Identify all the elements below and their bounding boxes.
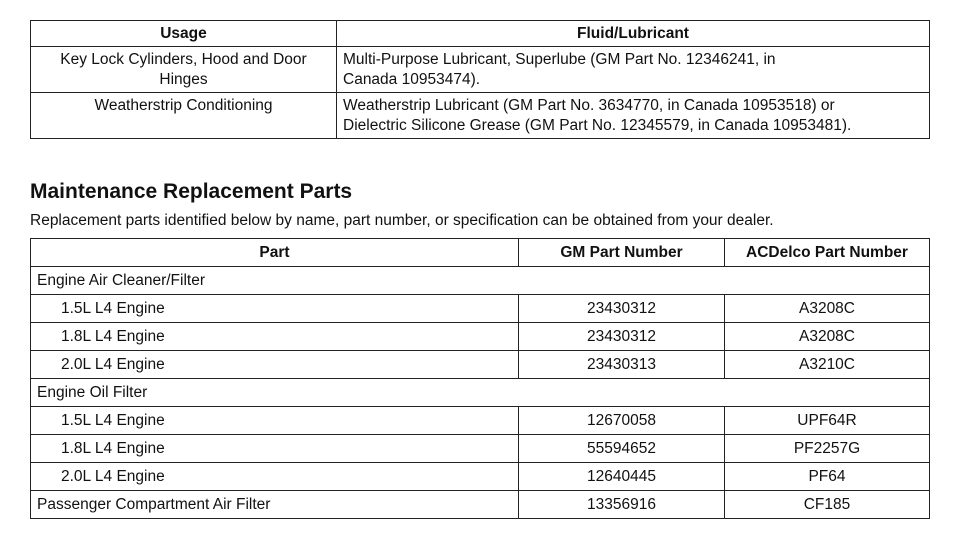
table-row [31,491,930,519]
part-name: 2.0L L4 Engine [31,463,519,491]
acdelco-part-number: A3208C [725,295,930,323]
table-row [31,47,930,93]
acdelco-part-number: UPF64R [725,407,930,435]
replacement-parts-table [30,238,930,519]
acdelco-part-number-column-header: ACDelco Part Number [725,239,930,267]
fluid-text-line: Dielectric Silicone Grease (GM Part No. 12345579, in Canada 10953481). [343,117,852,134]
group-name: Engine Oil Filter [31,379,930,407]
part-name: Passenger Compartment Air Filter [31,491,519,519]
usage-column-header: Usage [31,21,337,47]
gm-part-number: 13356916 [519,491,725,519]
table-row [31,323,930,351]
fluid-text-line: Multi-Purpose Lubricant, Superlube (GM Part No. 12346241, in [343,51,776,68]
table-row [31,93,930,139]
table-row [31,295,930,323]
table-row [31,463,930,491]
section-intro: Replacement parts identified below by name, part number, or specification can be obtained from your dealer. [30,212,774,229]
fluid-text-line: Canada 10953474). [343,71,481,88]
part-name: 1.5L L4 Engine [31,295,519,323]
table-row [31,407,930,435]
usage-text-line: Hinges [159,71,208,88]
part-name: 2.0L L4 Engine [31,351,519,379]
gm-part-number: 55594652 [519,435,725,463]
fluid-cell [337,93,930,139]
acdelco-part-number: A3208C [725,323,930,351]
acdelco-part-number: PF64 [725,463,930,491]
gm-part-number: 12640445 [519,463,725,491]
gm-part-number: 23430313 [519,351,725,379]
gm-part-number: 12670058 [519,407,725,435]
table-row [31,351,930,379]
section-title: Maintenance Replacement Parts [30,180,353,203]
fluid-column-header: Fluid/Lubricant [337,21,930,47]
part-column-header: Part [31,239,519,267]
group-row [31,379,930,407]
group-row [31,267,930,295]
usage-text-line: Weatherstrip Conditioning [94,97,273,114]
fluid-text-line: Weatherstrip Lubricant (GM Part No. 3634770, in Canada 10953518) or [343,97,835,114]
table-row [31,435,930,463]
group-name: Engine Air Cleaner/Filter [31,267,930,295]
parts-table-header-row [31,239,930,267]
part-name: 1.8L L4 Engine [31,323,519,351]
usage-text-line: Key Lock Cylinders, Hood and Door [60,51,307,68]
gm-part-number: 23430312 [519,323,725,351]
usage-cell [31,93,337,139]
part-name: 1.8L L4 Engine [31,435,519,463]
usage-cell [31,47,337,93]
fluid-cell [337,47,930,93]
fluid-lubricant-table [30,20,930,139]
acdelco-part-number: CF185 [725,491,930,519]
fluid-table-header-row [31,21,930,47]
gm-part-number: 23430312 [519,295,725,323]
acdelco-part-number: PF2257G [725,435,930,463]
gm-part-number-column-header: GM Part Number [519,239,725,267]
part-name: 1.5L L4 Engine [31,407,519,435]
acdelco-part-number: A3210C [725,351,930,379]
